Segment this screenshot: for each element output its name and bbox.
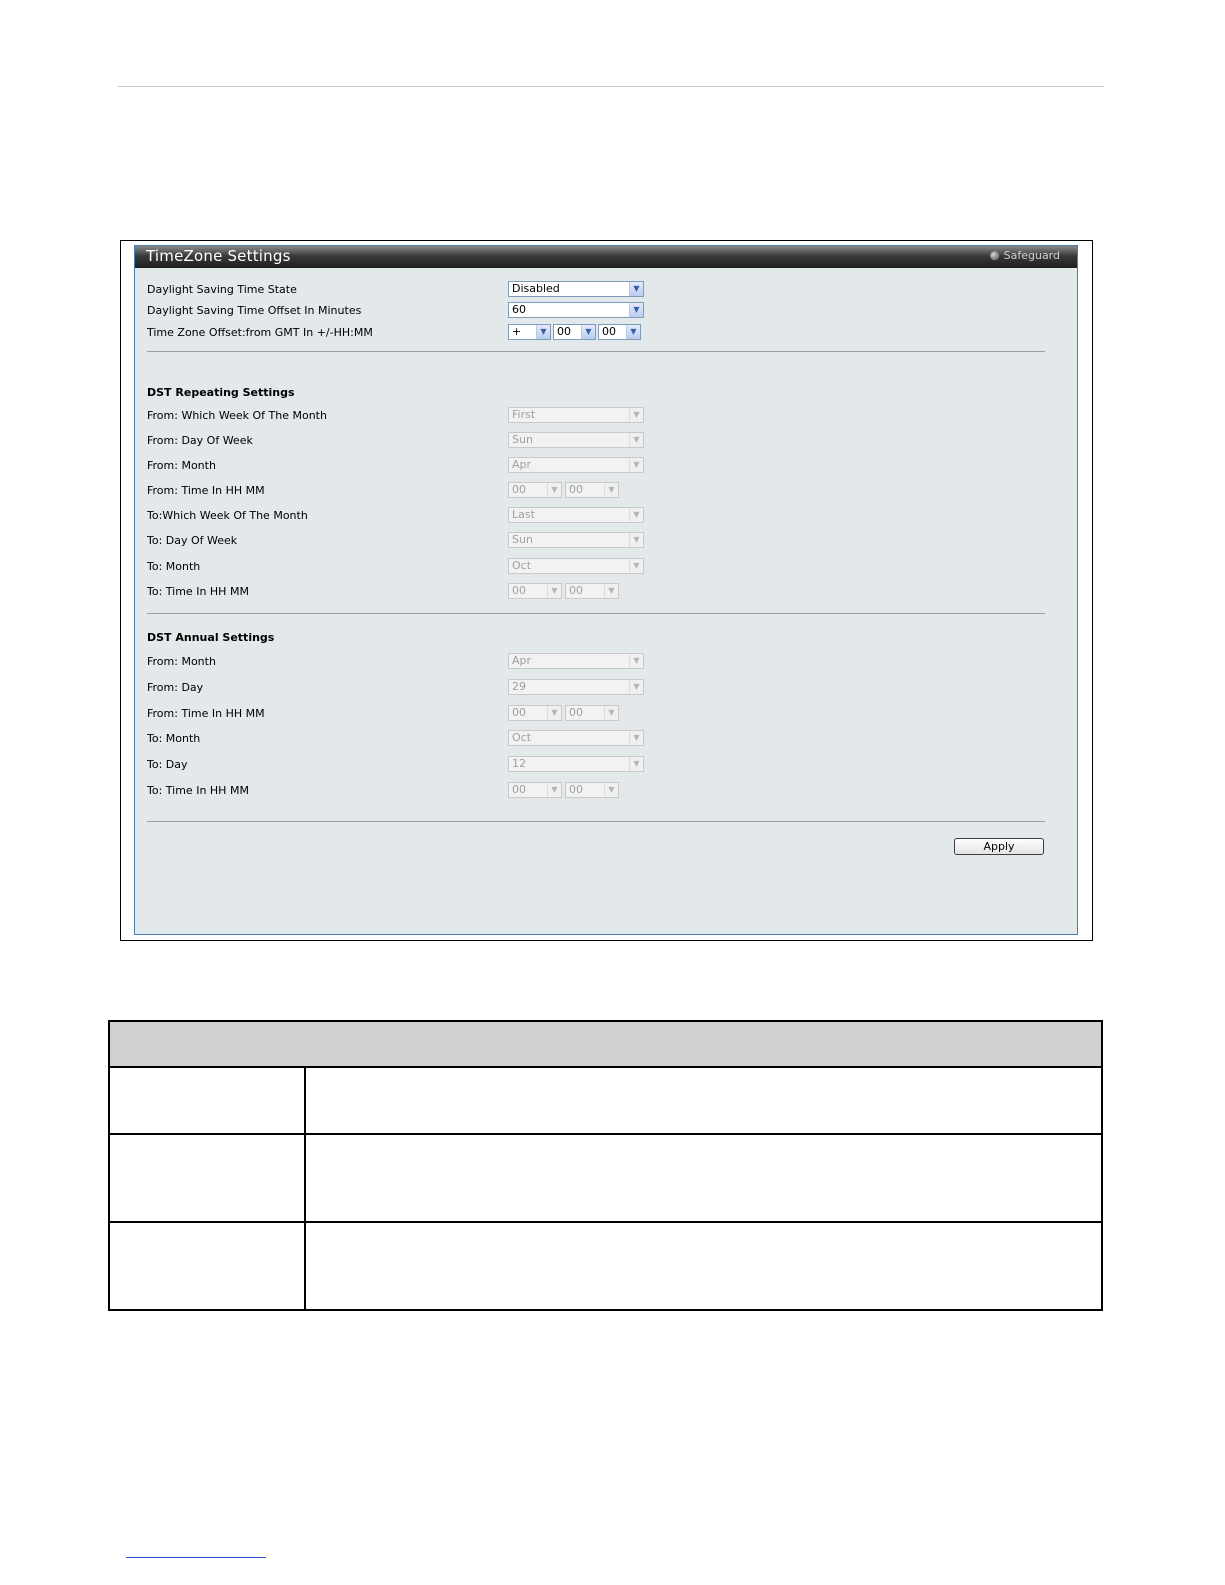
dst-state-label: Daylight Saving Time State <box>147 283 297 296</box>
dst-annual-heading: DST Annual Settings <box>147 631 275 644</box>
rep-to-week-value: Last <box>512 508 535 521</box>
table-row <box>109 1222 1102 1310</box>
rep-to-dow-select[interactable] <box>508 532 644 548</box>
chevron-down-icon: ▼ <box>629 433 643 447</box>
dst-offset-select[interactable] <box>508 302 644 318</box>
chevron-down-icon: ▼ <box>629 303 643 317</box>
rep-to-mm-value: 00 <box>569 584 583 597</box>
ann-from-mm-value: 00 <box>569 706 583 719</box>
chevron-down-icon: ▼ <box>604 783 618 797</box>
chevron-down-icon: ▼ <box>547 584 561 598</box>
rep-to-dow-value: Sun <box>512 533 533 546</box>
ann-from-month-label: From: Month <box>147 655 216 668</box>
table-cell <box>305 1134 1102 1222</box>
ann-to-month-value: Oct <box>512 731 532 744</box>
ann-to-month-label: To: Month <box>147 732 201 745</box>
ann-to-day-select[interactable] <box>508 756 644 772</box>
parameter-description-table <box>108 1020 1103 1311</box>
chevron-down-icon: ▼ <box>629 757 643 771</box>
rep-from-hh-select[interactable] <box>508 482 562 498</box>
rep-from-time-label: From: Time In HH MM <box>147 484 265 497</box>
chevron-down-icon: ▼ <box>547 783 561 797</box>
safeguard-label: Safeguard <box>1003 249 1060 262</box>
tz-mm-value: 00 <box>602 325 616 338</box>
ann-to-time-label: To: Time In HH MM <box>147 784 249 797</box>
chevron-down-icon: ▼ <box>547 483 561 497</box>
rep-from-month-value: Apr <box>512 458 532 471</box>
table-header-row <box>109 1021 1102 1067</box>
chevron-down-icon: ▼ <box>581 325 595 339</box>
table-cell <box>305 1067 1102 1134</box>
ann-from-hh-value: 00 <box>512 706 526 719</box>
table-row <box>109 1134 1102 1222</box>
rep-to-month-label: To: Month <box>147 560 201 573</box>
tz-offset-label: Time Zone Offset:from GMT In +/-HH:MM <box>147 326 373 339</box>
panel-title: TimeZone Settings <box>146 247 291 265</box>
chevron-down-icon: ▼ <box>629 533 643 547</box>
dst-repeating-heading: DST Repeating Settings <box>147 386 295 399</box>
tz-hh-value: 00 <box>557 325 571 338</box>
ann-to-hh-value: 00 <box>512 783 526 796</box>
chevron-down-icon: ▼ <box>536 325 550 339</box>
rep-to-dow-label: To: Day Of Week <box>147 534 238 547</box>
rep-from-dow-label: From: Day Of Week <box>147 434 253 447</box>
chevron-down-icon: ▼ <box>629 282 643 296</box>
ann-from-day-value: 29 <box>512 680 526 693</box>
dst-state-select[interactable] <box>508 281 644 297</box>
chevron-down-icon: ▼ <box>604 584 618 598</box>
tz-mm-select[interactable] <box>598 324 641 340</box>
ann-to-month-select[interactable] <box>508 730 644 746</box>
rep-from-dow-value: Sun <box>512 433 533 446</box>
rep-to-mm-select[interactable] <box>565 583 619 599</box>
table-cell <box>305 1222 1102 1310</box>
rep-from-week-value: First <box>512 408 536 421</box>
rep-to-week-select[interactable] <box>508 507 644 523</box>
table-cell <box>109 1222 305 1310</box>
chevron-down-icon: ▼ <box>547 706 561 720</box>
panel-titlebar <box>135 246 1077 268</box>
rep-to-month-value: Oct <box>512 559 532 572</box>
dst-state-value: Disabled <box>512 282 560 295</box>
rep-from-week-label: From: Which Week Of The Month <box>147 409 327 422</box>
chevron-down-icon: ▼ <box>629 458 643 472</box>
rep-from-dow-select[interactable] <box>508 432 644 448</box>
rep-from-hh-value: 00 <box>512 483 526 496</box>
rep-to-week-label: To:Which Week Of The Month <box>147 509 308 522</box>
rep-from-month-select[interactable] <box>508 457 644 473</box>
chevron-down-icon: ▼ <box>604 483 618 497</box>
ann-from-day-select[interactable] <box>508 679 644 695</box>
chevron-down-icon: ▼ <box>629 731 643 745</box>
rep-to-hh-value: 00 <box>512 584 526 597</box>
ann-to-day-label: To: Day <box>147 758 188 771</box>
table-cell <box>109 1134 305 1222</box>
ann-from-hh-select[interactable] <box>508 705 562 721</box>
divider <box>147 613 1045 614</box>
footer-link-underline <box>126 1557 266 1558</box>
divider <box>147 821 1045 822</box>
rep-to-time-label: To: Time In HH MM <box>147 585 249 598</box>
timezone-settings-panel <box>134 245 1078 935</box>
rep-from-mm-select[interactable] <box>565 482 619 498</box>
header-rule <box>118 86 1104 87</box>
chevron-down-icon: ▼ <box>626 325 640 339</box>
tz-sign-select[interactable] <box>508 324 551 340</box>
tz-sign-value: + <box>512 325 522 338</box>
apply-button[interactable]: Apply <box>954 838 1044 855</box>
ann-from-time-label: From: Time In HH MM <box>147 707 265 720</box>
ann-to-mm-value: 00 <box>569 783 583 796</box>
ann-from-day-label: From: Day <box>147 681 204 694</box>
ann-to-mm-select[interactable] <box>565 782 619 798</box>
dst-offset-value: 60 <box>512 303 526 316</box>
ann-from-month-select[interactable] <box>508 653 644 669</box>
chevron-down-icon: ▼ <box>629 559 643 573</box>
safeguard-icon <box>990 251 999 260</box>
safeguard-indicator <box>990 249 1060 262</box>
rep-from-month-label: From: Month <box>147 459 216 472</box>
table-cell <box>109 1067 305 1134</box>
rep-to-month-select[interactable] <box>508 558 644 574</box>
divider <box>147 351 1045 352</box>
rep-to-hh-select[interactable] <box>508 583 562 599</box>
chevron-down-icon: ▼ <box>629 680 643 694</box>
chevron-down-icon: ▼ <box>629 508 643 522</box>
ann-to-day-value: 12 <box>512 757 526 770</box>
ann-to-hh-select[interactable] <box>508 782 562 798</box>
ann-from-month-value: Apr <box>512 654 532 667</box>
ann-from-mm-select[interactable] <box>565 705 619 721</box>
table-row <box>109 1067 1102 1134</box>
tz-hh-select[interactable] <box>553 324 596 340</box>
rep-from-week-select[interactable] <box>508 407 644 423</box>
chevron-down-icon: ▼ <box>604 706 618 720</box>
chevron-down-icon: ▼ <box>629 654 643 668</box>
rep-from-mm-value: 00 <box>569 483 583 496</box>
dst-offset-label: Daylight Saving Time Offset In Minutes <box>147 304 362 317</box>
chevron-down-icon: ▼ <box>629 408 643 422</box>
table-header-cell <box>109 1021 1102 1067</box>
